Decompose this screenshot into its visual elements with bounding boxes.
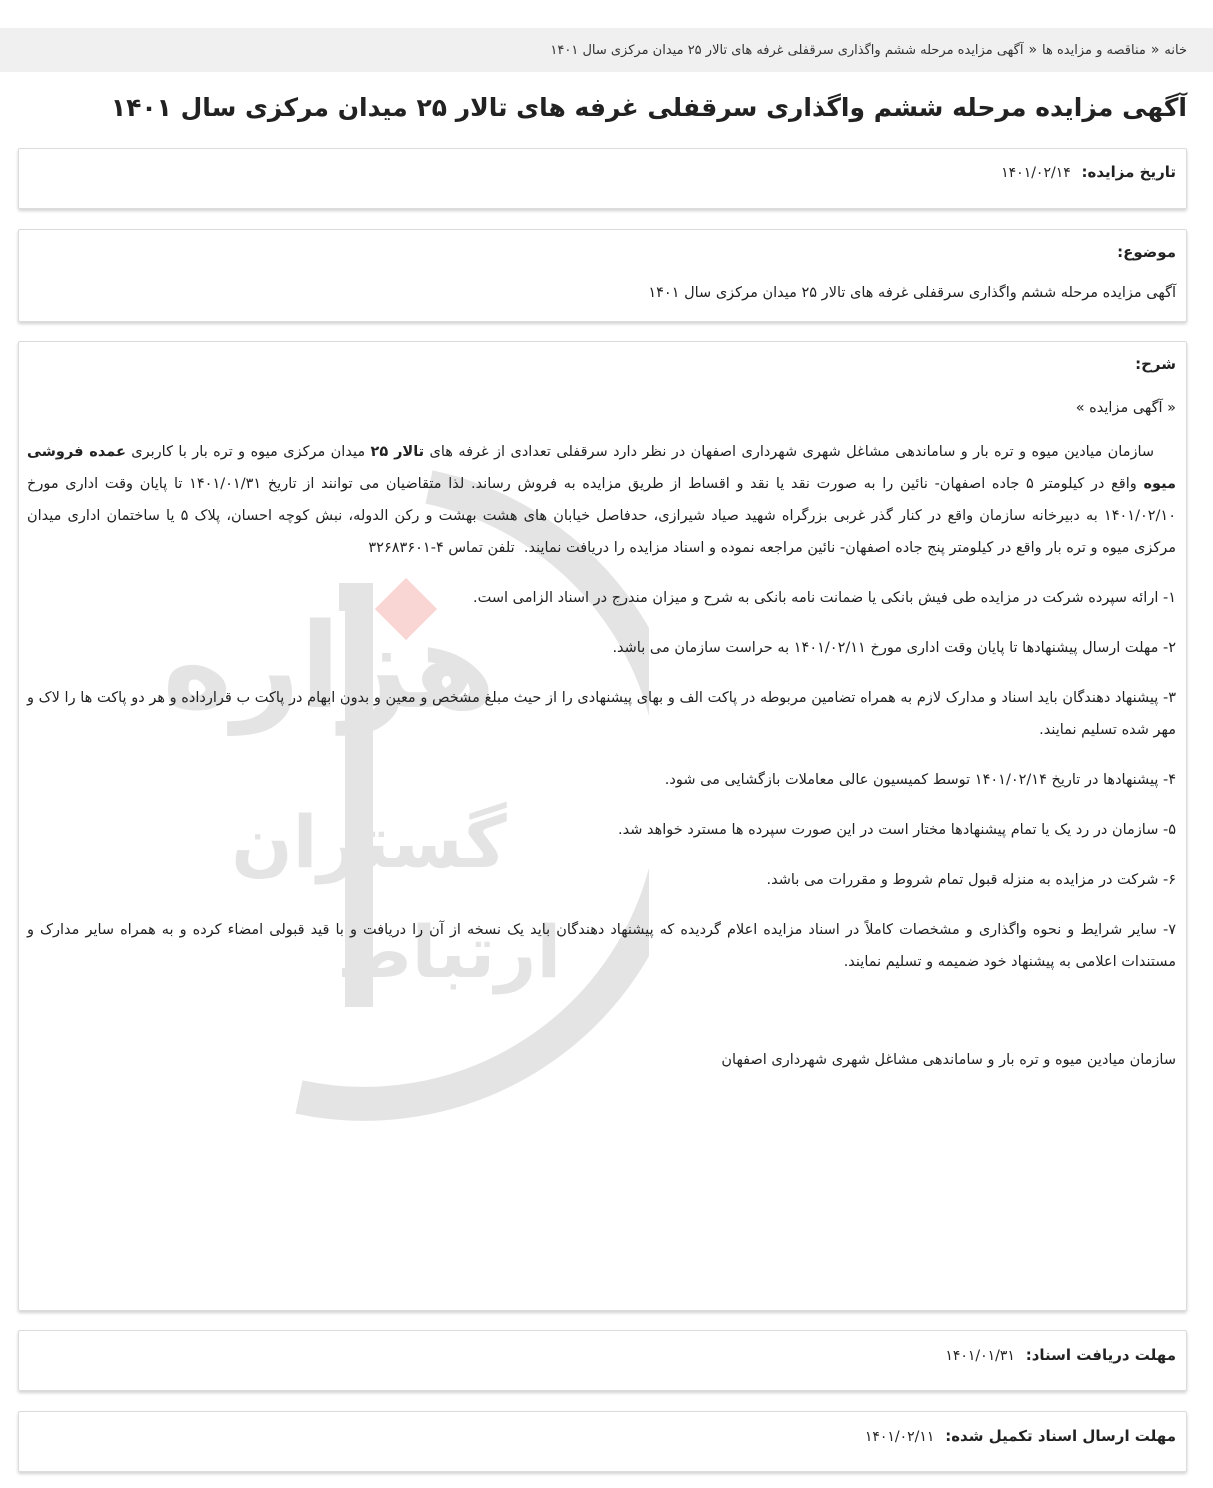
intro-bold-1: تالار ۲۵ — [370, 444, 425, 460]
double-chevron-left-icon: « — [1028, 42, 1038, 58]
auction-date-card — [18, 148, 1187, 209]
page-title: آگهی مزایده مرحله ششم واگذاری سرقفلی غرفه های تالار ۲۵ میدان مرکزی سال ۱۴۰۱ — [110, 93, 1187, 122]
description-item: ۶- شرکت در مزایده به منزله قبول تمام شروط و مقررات می باشد. — [766, 872, 1176, 888]
description-label-text: شرح: — [1135, 355, 1176, 373]
breadcrumb-home-link[interactable]: خانه — [1164, 42, 1187, 58]
auction-date-label: تاریخ مزایده: — [1081, 163, 1176, 181]
description-intro — [27, 436, 1176, 564]
description-item: ۳- پیشنهاد دهندگان باید اسناد و مدارک لازم به همراه تضامین مربوطه در پاکت الف و بهای پیشنهادی را از حیث مبلغ مشخص و معین و بدون ابهام در پاکت ب قرارداده و هر دو پاکت ها را لاک و مهر شده تسلیم نمایند. — [27, 690, 1176, 738]
subject-label-text: موضوع: — [1117, 243, 1176, 261]
intro-text-3: واقع در کیلومتر ۵ جاده اصفهان- نائین را به صورت نقد یا نقد و اقساط از طریق مزایده به فروش رساند. لذا متقاضیان می توانند از تاریخ ۱۴۰۱/۰۱/۳۱ تا پایان وقت اداری مورخ ۱۴۰۱/۰۲/۱۰ به دبیرخانه سازمان واقع در کنار گذر غربی بزرگراه شهید صیاد شیرازی، حدفاصل خیابان های هشت بهشت و رکن الدوله، نبش کوچه احسان، پلاک ۵ یا ساختمان اداری میدان مرکزی میوه و تره بار واقع در کیلومتر پنج جاده اصفهان- نائین مراجعه نموده و اسناد مزایده را دریافت نمایند. — [27, 476, 1176, 556]
intro-phone: تلفن تماس ۴-۳۲۶۸۳۶۰۱ — [368, 540, 515, 556]
intro-bold-2: عمده فروشی میوه — [27, 444, 1176, 492]
subject-value: آگهی مزایده مرحله ششم واگذاری سرقفلی غرفه های تالار ۲۵ میدان مرکزی سال ۱۴۰۱ — [648, 285, 1176, 301]
breadcrumb-tenders-link[interactable]: مناقصه و مزایده ها — [1042, 42, 1146, 58]
description-signature: سازمان میادین میوه و تره بار و ساماندهی مشاغل شهری شهرداری اصفهان — [721, 1052, 1176, 1068]
intro-text-2: میدان مرکزی میوه و تره بار با کاربری — [131, 444, 366, 460]
description-item: ۵- سازمان در رد یک یا تمام پیشنهادها مختار است در این صورت سپرده ها مسترد خواهد شد. — [618, 822, 1176, 838]
submission-deadline-row — [865, 1427, 1176, 1445]
description-item: ۲- مهلت ارسال پیشنهادها تا پایان وقت اداری مورخ ۱۴۰۱/۰۲/۱۱ به حراست سازمان می باشد. — [612, 640, 1176, 656]
auction-date-row — [1001, 163, 1176, 181]
description-item: ۴- پیشنهادها در تاریخ ۱۴۰۱/۰۲/۱۴ توسط کمیسیون عالی معاملات بازگشایی می شود. — [664, 772, 1176, 788]
description-body — [27, 392, 1176, 1076]
watermark-word-1: هزاره — [162, 597, 496, 735]
subject-card — [18, 229, 1187, 322]
document-deadline-row — [945, 1346, 1176, 1364]
subject-label — [1117, 243, 1176, 261]
watermark-word-2: گستران — [231, 800, 507, 884]
document-deadline-label: مهلت دریافت اسناد: — [1025, 1346, 1176, 1364]
description-item: ۱- ارائه سپرده شرکت در مزایده طی فیش بانکی یا ضمانت نامه بانکی به شرح و میزان مندرج در اسناد الزامی است. — [473, 590, 1176, 606]
double-chevron-left-icon: « — [1150, 42, 1160, 58]
submission-deadline-card — [18, 1411, 1187, 1472]
watermark-word-3: ارتباط — [336, 910, 562, 994]
intro-text-1: سازمان میادین میوه و تره بار و ساماندهی مشاغل شهری شهرداری اصفهان در نظر دارد سرقفلی تعدادی از غرفه های — [429, 444, 1155, 460]
description-item: ۷- سایر شرایط و نحوه واگذاری و مشخصات کاملاً در اسناد مزایده اعلام گردیده که پیشنهاد دهندگان باید یک نسخه از آن را دریافت و با قید قبولی امضاء کرده و به همراه سایر مدارک و مستندات اعلامی به پیشنهاد خود ضمیمه و تسلیم نمایند. — [27, 922, 1176, 970]
description-heading: « آگهی مزایده » — [1075, 400, 1176, 416]
description-card — [18, 341, 1187, 1311]
document-deadline-value: ۱۴۰۱/۰۱/۳۱ — [945, 1348, 1015, 1364]
submission-deadline-value: ۱۴۰۱/۰۲/۱۱ — [864, 1429, 935, 1445]
auction-date-value: ۱۴۰۱/۰۲/۱۴ — [1001, 165, 1071, 181]
submission-deadline-label: مهلت ارسال اسناد تکمیل شده: — [945, 1427, 1176, 1445]
breadcrumb-current: آگهی مزایده مرحله ششم واگذاری سرقفلی غرفه های تالار ۲۵ میدان مرکزی سال ۱۴۰۱ — [550, 42, 1024, 58]
document-deadline-card — [18, 1330, 1187, 1391]
description-label — [1135, 355, 1176, 373]
breadcrumb — [0, 28, 1213, 72]
